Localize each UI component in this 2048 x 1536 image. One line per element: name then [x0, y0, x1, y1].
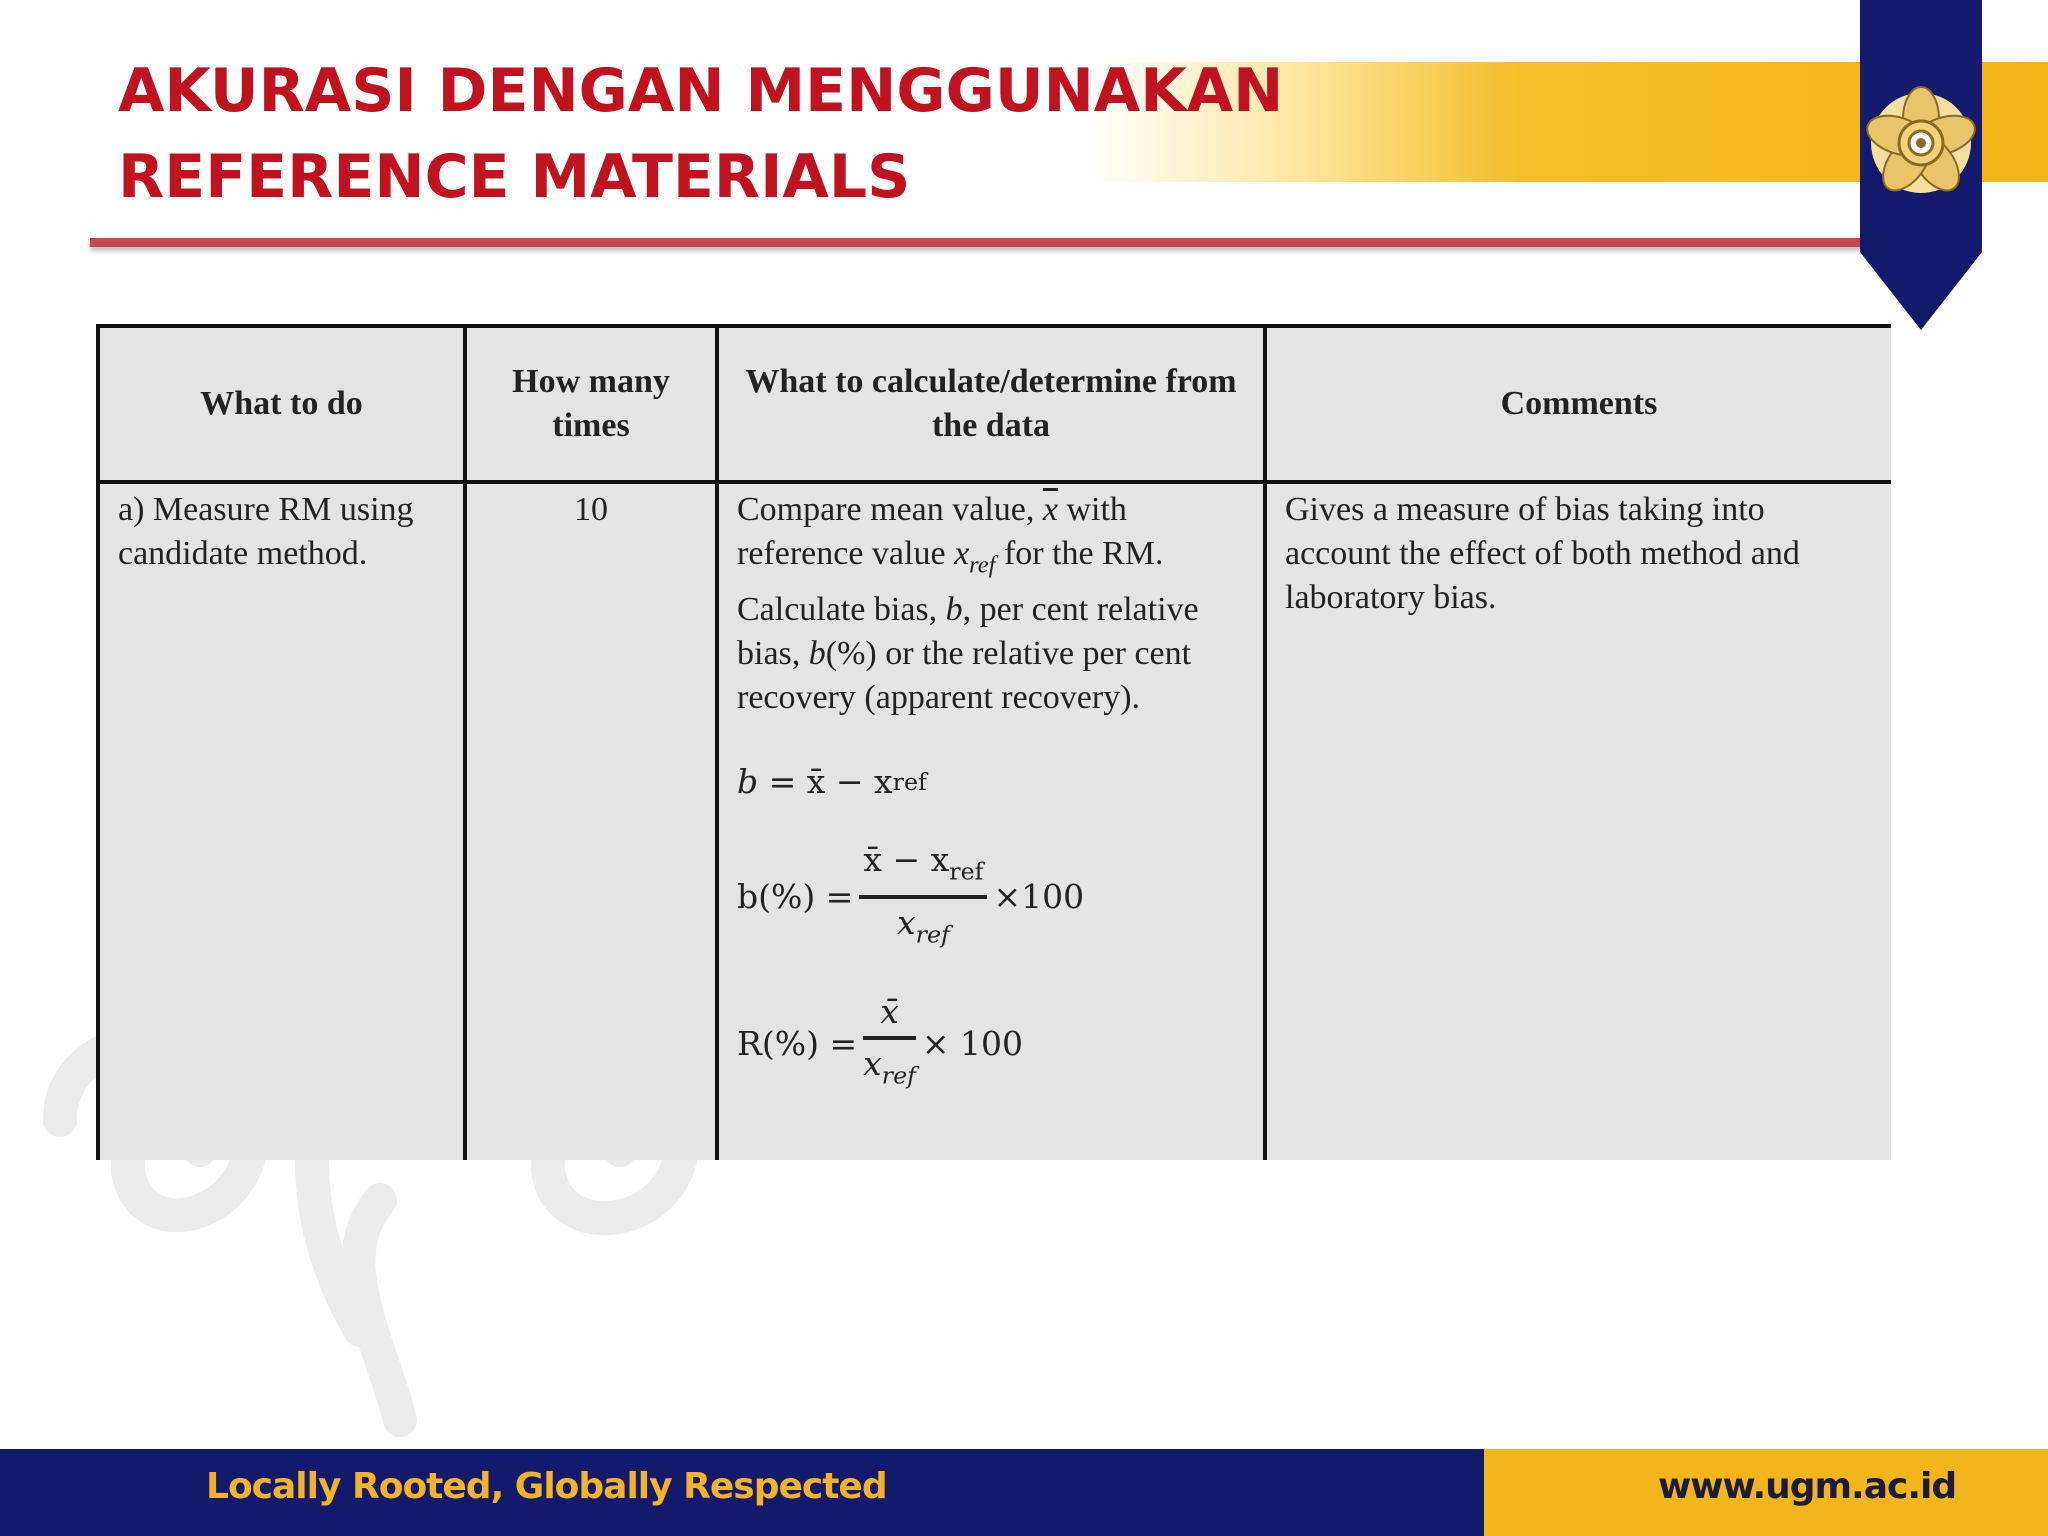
cell-comments: Gives a measure of bias taking into account the effect of both method and laboratory bias. [1265, 482, 1891, 1160]
bias-symbol: b [945, 590, 963, 628]
header-what-to-calculate: What to calculate/determine from the data [717, 326, 1265, 482]
bias-formula: b = x̄ − x ref [737, 761, 927, 801]
header-comments: Comments [1265, 326, 1891, 482]
footer-tagline: Locally Rooted, Globally Respected [206, 1466, 887, 1507]
calc-text-5: or the relative per cent recovery (apparent recovery). [737, 634, 1192, 716]
relative-bias-fraction: $\frac{x̄ - x_{ref}}{x_{ref}}$ [859, 838, 987, 957]
xref-symbol: $x_{ref}$ [954, 535, 996, 579]
cell-how-many: 10 [465, 482, 717, 1160]
header-how-many-times: How many times [465, 326, 717, 482]
cell-calculation [717, 482, 1265, 1160]
recovery-fraction: $\frac{x̄}{x_{ref}}$ [863, 992, 916, 1090]
calc-text-2: with reference value [737, 491, 1127, 572]
mean-symbol: $\overline{x}$ [1042, 491, 1058, 528]
footer-website: www.ugm.ac.id [1658, 1466, 1957, 1507]
table-header-row [98, 326, 1891, 482]
relative-bias-formula: b(%) = $\frac{x̄ - x_{ref}}{x_{ref}}$ ×100 [737, 838, 1245, 957]
cell-what-to-do: a) Measure RM using candidate method. [98, 482, 465, 1160]
rel-bias-symbol: b [808, 634, 826, 672]
calc-text-3: for the RM. Calculate bias, [737, 535, 1164, 628]
header-what-to-do: What to do [98, 326, 465, 482]
calculation-description: Compare mean value, $\overline{x}$ with reference value $x_{ref}$ for the RM. Calculate bias, b, per cent relative bias, b(%) or the relative per cent recovery (apparent recovery). [737, 491, 1199, 716]
university-logo-ribbon [1860, 0, 1982, 330]
table-row [98, 482, 1891, 1160]
calc-text-4: , per cent relative bias, [737, 590, 1199, 672]
recovery-formula: R(%) = $\frac{x̄}{x_{ref}}$ × 100 [737, 990, 1245, 1097]
calc-text-1: Compare mean value, [737, 491, 1035, 528]
reference-materials-table [96, 324, 1891, 1160]
title-divider [90, 238, 1865, 247]
slide-title: AKURASI DENGAN MENGGUNAKAN REFERENCE MATERIALS [118, 56, 1284, 212]
